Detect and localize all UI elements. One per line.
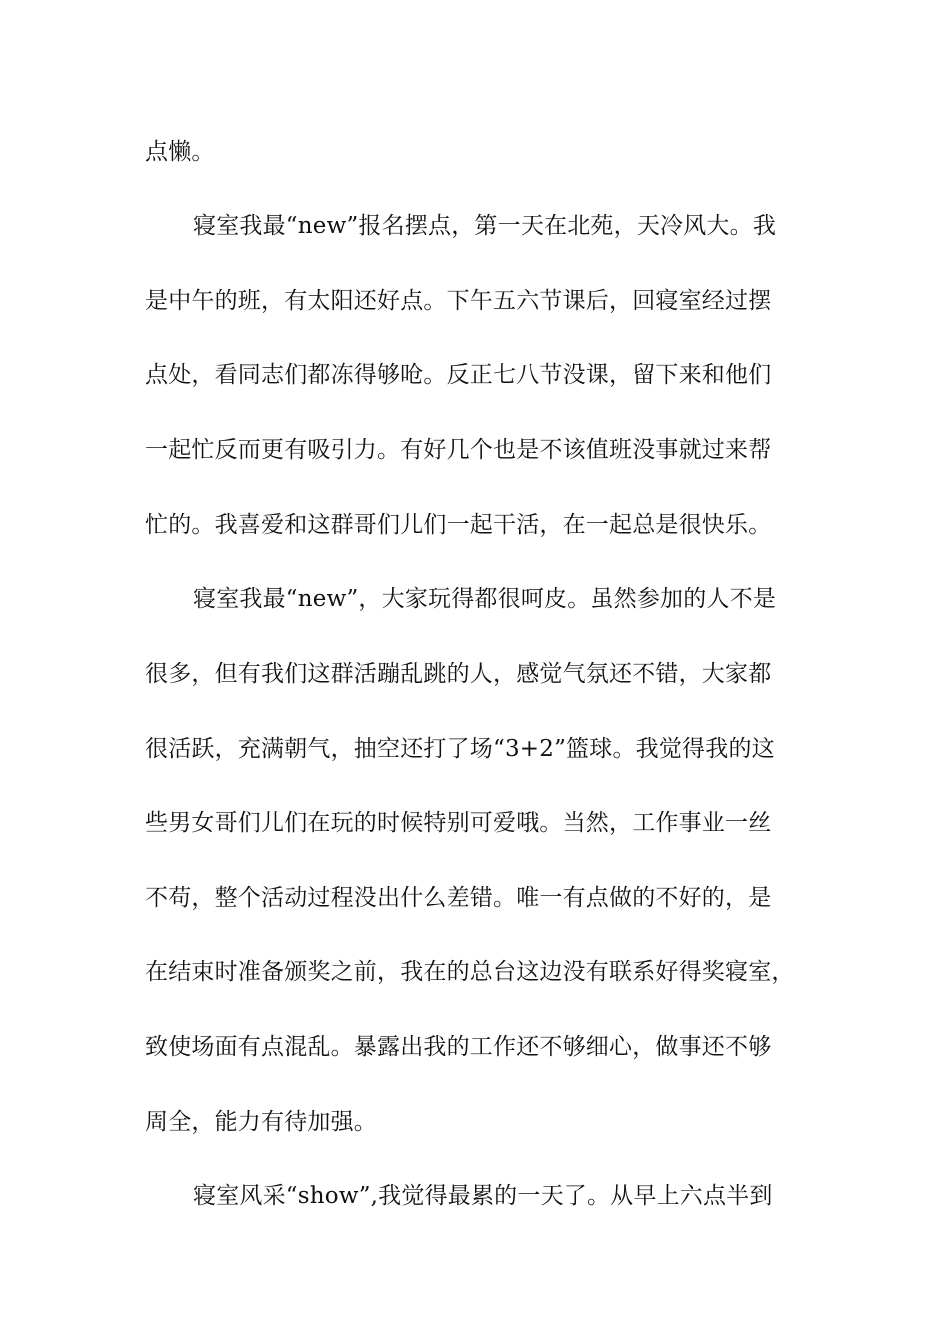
- paragraph-first-line: 寝室我最“new”报名摆点，第一天在北苑，天冷风大。我: [193, 213, 777, 239]
- text-line: 点处，看同志们都冻得够呛。反正七八节没课，留下来和他们: [145, 362, 772, 388]
- text-line: 在结束时准备颁奖之前，我在的总台这边没有联系好得奖寝室，: [145, 959, 795, 985]
- paragraph-first-line: 寝室我最“new”，大家玩得都很呵皮。虽然参加的人不是: [193, 586, 777, 612]
- text-line: 周全，能力有待加强。: [145, 1109, 377, 1135]
- text-line: 是中午的班，有太阳还好点。下午五六节课后，回寝室经过摆: [145, 288, 772, 314]
- paragraph-first-line: 寝室风采“show”,我觉得最累的一天了。从早上六点半到: [193, 1183, 773, 1209]
- text-line: 致使场面有点混乱。暴露出我的工作还不够细心，做事还不够: [145, 1034, 772, 1060]
- text-line: 不苟，整个活动过程没出什么差错。唯一有点做的不好的，是: [145, 885, 772, 911]
- text-line: 很多，但有我们这群活蹦乱跳的人，感觉气氛还不错，大家都: [145, 661, 772, 687]
- text-line: 些男女哥们儿们在玩的时候特别可爱哦。当然，工作事业一丝: [145, 810, 772, 836]
- text-line: 一起忙反而更有吸引力。有好几个也是不该值班没事就过来帮: [145, 437, 772, 463]
- text-line: 很活跃，充满朝气，抽空还打了场“3+2”篮球。我觉得我的这: [145, 736, 775, 762]
- text-line: 点懒。: [145, 139, 215, 165]
- text-line: 忙的。我喜爱和这群哥们儿们一起干活，在一起总是很快乐。: [145, 512, 772, 538]
